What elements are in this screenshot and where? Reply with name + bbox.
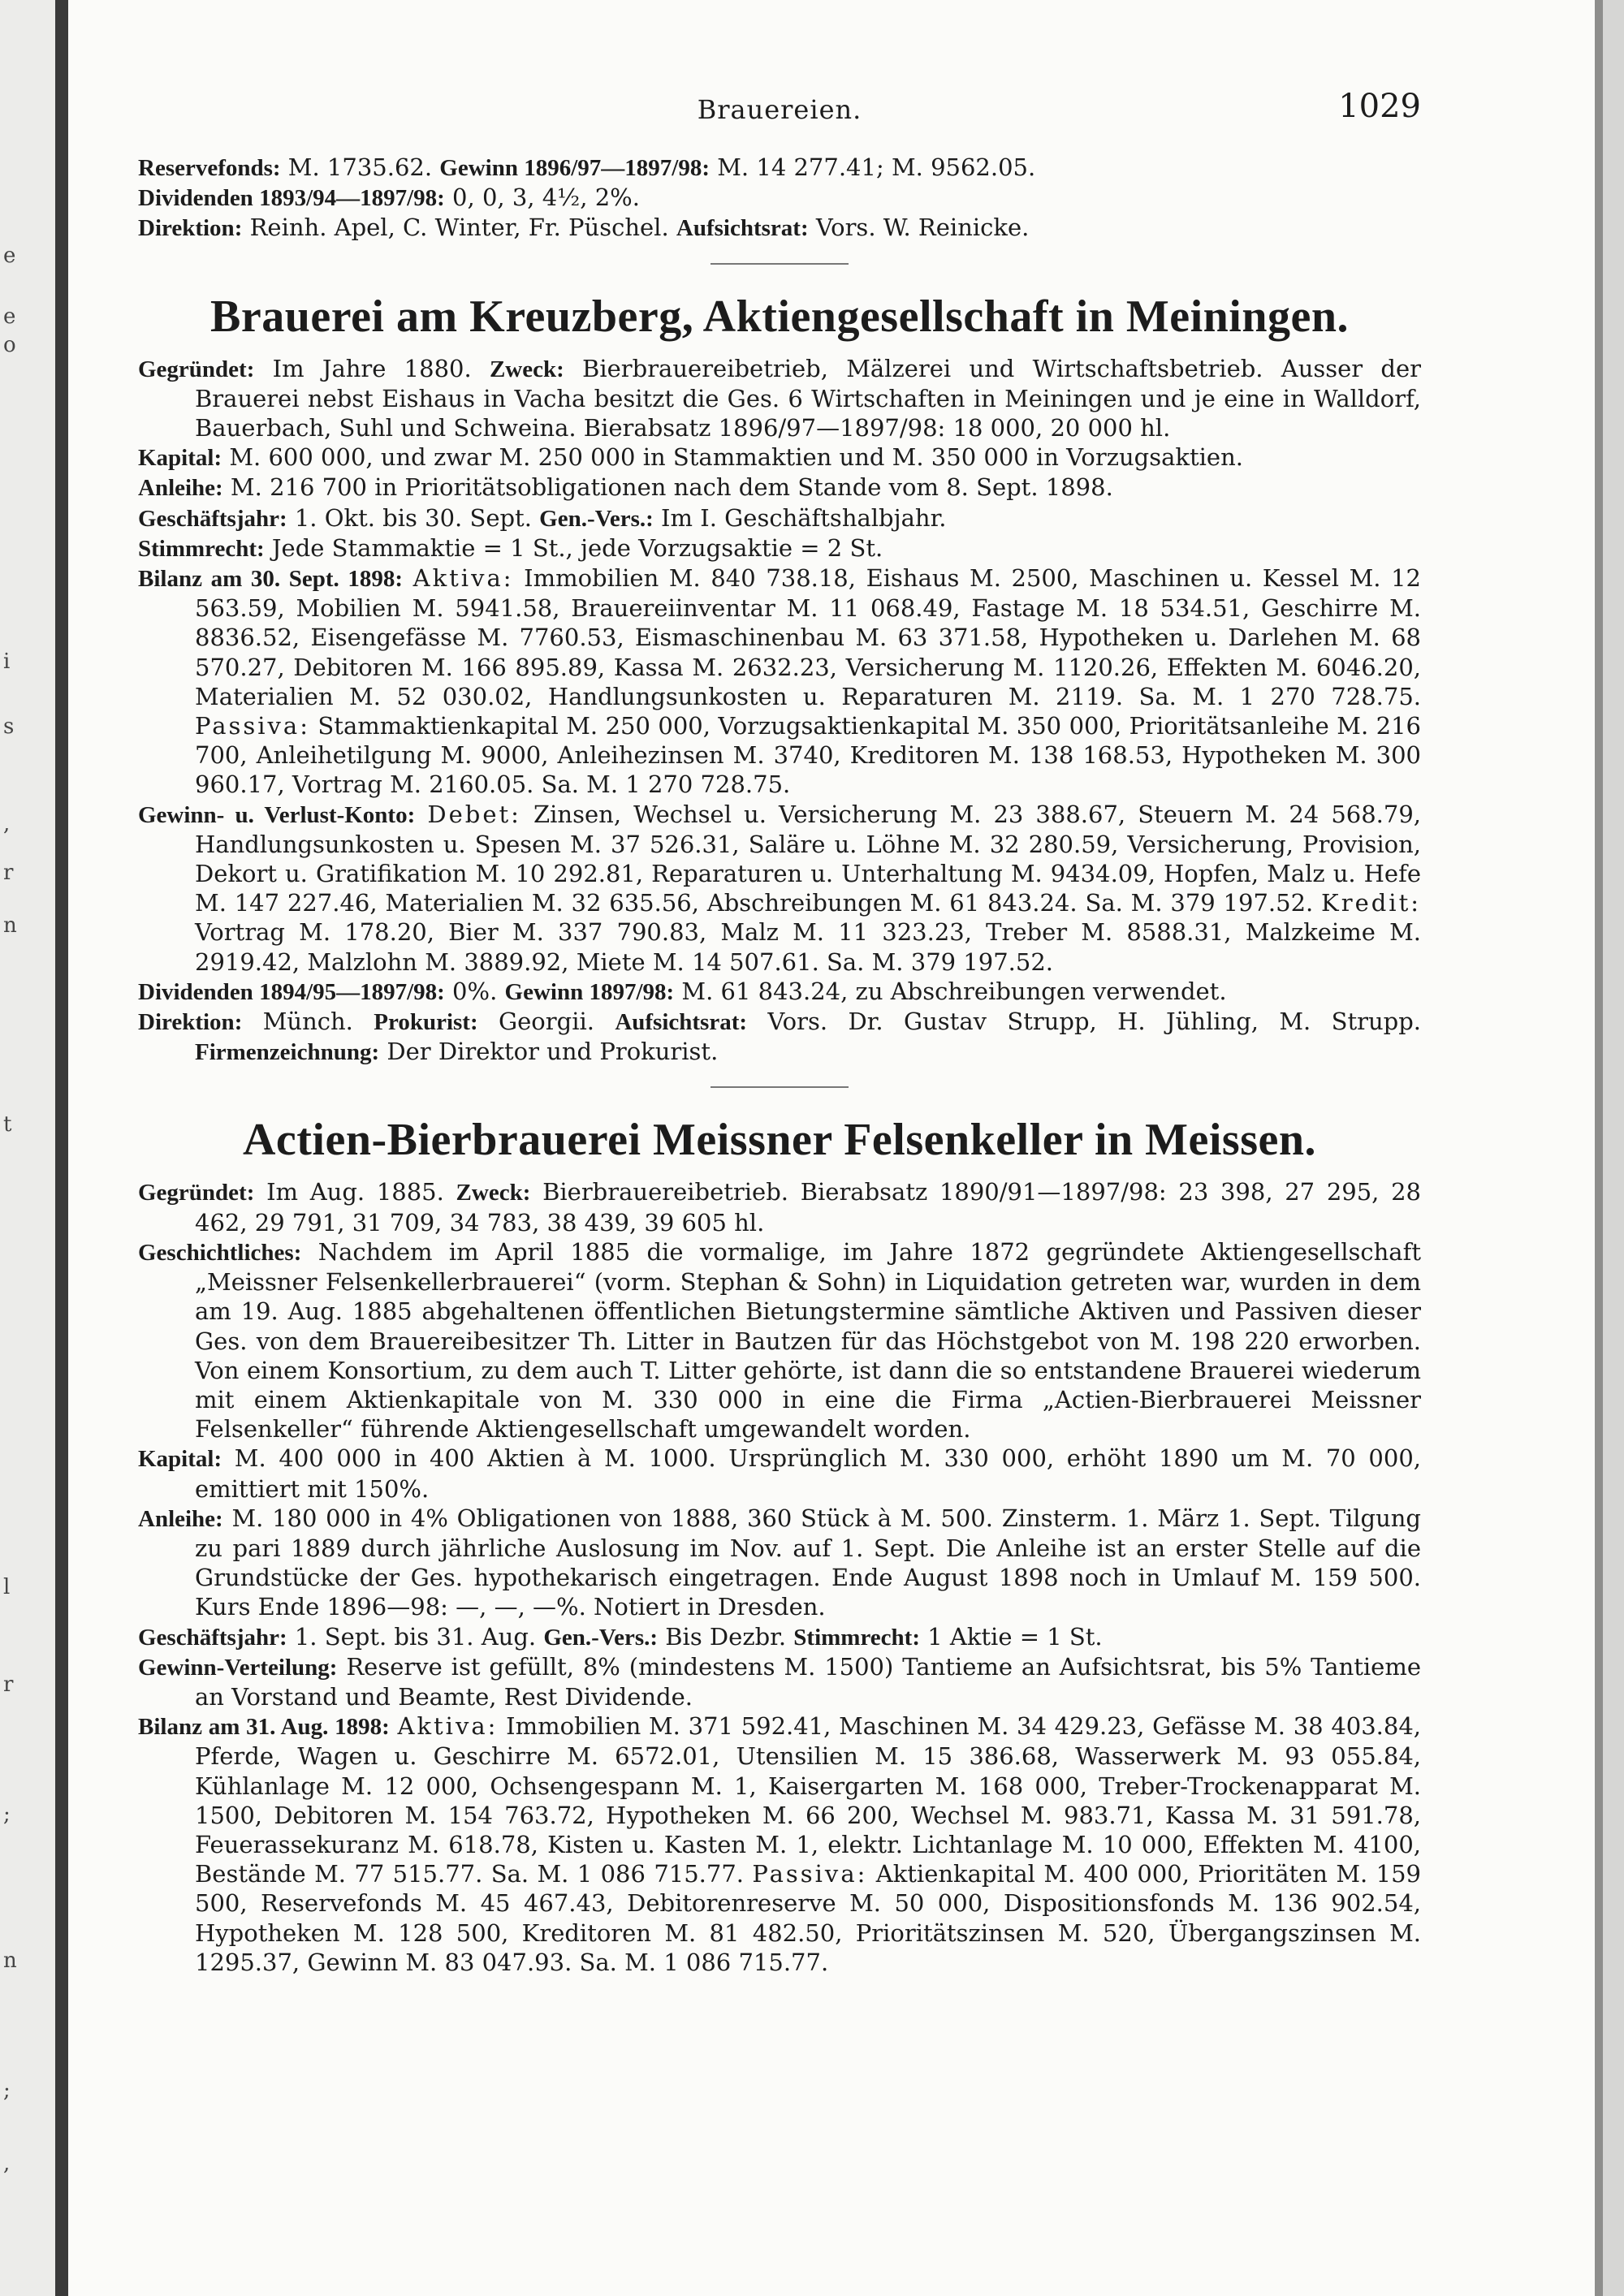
felsenkeller-history: Geschichtliches: Nachdem im April 1885 die vormalige, im Jahre 1872 gegründete Aktiengesellschaft „Meissner Felsenkellerbrauerei“ (vorm. Stephan & Sohn) in Liquidation getreten war, wurden in dem am 19. Aug. 1885 abgehaltenen öffentlichen Bietungstermine sämtliche Aktiven und Passiven dieser Ges. von dem Brauereibesitzer Th. Litter in Bautzen für das Höchstgebot von M. 198 220 erworben. Von einem Konsortium, zu dem auch T. Litter gehörte, ist dann die so entstandene Brauerei wiederum mit einem Aktienkapitale von M. 330 000 in eine die Firma „Actien-Bierbrauerei Meissner Felsenkeller“ führende Aktiengesellschaft umgewandelt worden. <box>138 1237 1421 1444</box>
edge-mark: o <box>3 333 16 357</box>
edge-mark: ; <box>3 2078 11 2103</box>
prev-entry-board: Direktion: Reinh. Apel, C. Winter, Fr. Püschel. Aufsichtsrat: Vors. W. Reinicke. <box>138 214 1030 242</box>
felsenkeller-fiscal-year: Geschäftsjahr: 1. Sept. bis 31. Aug. Gen.-Vers.: Bis Dezbr. Stimmrecht: 1 Aktie = 1 St. <box>138 1622 1103 1651</box>
adjacent-page-edge-marks <box>3 0 28 2296</box>
felsenkeller-profit-distribution: Gewinn-Verteilung: Reserve ist gefüllt, 8% (mindestens M. 1500) Tantieme an Aufsichtsrat, bis 5% Tantieme an Vorstand und Beamte, Rest Dividende. <box>138 1652 1421 1711</box>
kreuzberg-capital: Kapital: M. 600 000, und zwar M. 250 000 in Stammaktien und M. 350 000 in Vorzugsaktien. <box>138 443 1243 472</box>
prev-entry-reserve: Reservefonds: M. 1735.62. Gewinn 1896/97—1897/98: M. 14 277.41; M. 9562.05. <box>138 153 1036 181</box>
felsenkeller-founded: Gegründet: Im Aug. 1885. Zweck: Bierbrauereibetrieb. Bierabsatz 1890/91—1897/98: 23 398, 27 295, 28 462, 29 791, 31 709, 34 783, 38 439, 39 605 hl. <box>138 1178 1421 1236</box>
document-page <box>138 88 1421 1977</box>
edge-mark: ; <box>3 1802 11 1827</box>
section-divider <box>710 1086 849 1088</box>
felsenkeller-loan: Anleihe: M. 180 000 in 4% Obligationen von 1888, 360 Stück à M. 500. Zinsterm. 1. März 1. Sept. Tilgung zu pari 1889 durch jährliche Auslosung im Nov. auf 1. Sept. Die Anleihe ist an erster Stelle auf die Grundstücke der Ges. hypothekarisch eingetragen. Ende August 1898 noch in Umlauf M. 159 500. Kurs Ende 1896—98: —, —, —%. Notiert in Dresden. <box>138 1504 1421 1621</box>
kreuzberg-balance-sheet: Bilanz am 30. Sept. 1898: Aktiva: Immobilien M. 840 738.18, Eishaus M. 2500, Maschinen u. Kessel M. 12 563.59, Mobilien M. 5941.58, Brauereiinventar M. 11 068.49, Fastage M. 18 534.51, Geschirre M. 8836.52, Eisengefässe M. 7760.53, Eismaschinenbau M. 63 371.58, Hypotheken u. Darlehen M. 68 570.27, Debitoren M. 166 895.89, Kassa M. 2632.23, Versicherung M. 1120.26, Effekten M. 6046.20, Materialien M. 52 030.02, Handlungsunkosten u. Reparaturen M. 2119. Sa. M. 1 270 728.75. Passiva: Stammaktienkapital M. 250 000, Vorzugsaktienkapital M. 350 000, Prioritätsanleihe M. 216 700, Anleihetilgung M. 9000, Anleihezinsen M. 3740, Kreditoren M. 138 168.53, Hypotheken M. 300 960.17, Vortrag M. 2160.05. Sa. M. 1 270 728.75. <box>138 564 1422 799</box>
kreuzberg-fiscal-year: Geschäftsjahr: 1. Okt. bis 30. Sept. Gen.-Vers.: Im I. Geschäftshalbjahr. <box>138 503 947 532</box>
edge-mark: n <box>3 913 17 938</box>
edge-mark: , <box>3 2151 11 2176</box>
edge-mark: r <box>3 1672 14 1697</box>
edge-mark: n <box>3 1949 17 1973</box>
kreuzberg-loan: Anleihe: M. 216 700 in Prioritätsobligationen nach dem Stande vom 8. Sept. 1898. <box>138 473 1113 502</box>
prev-entry-dividends: Dividenden 1893/94—1897/98: 0, 0, 3, 4½, 2%. <box>138 183 640 212</box>
edge-mark: e <box>3 244 16 268</box>
felsenkeller-capital: Kapital: M. 400 000 in 400 Aktien à M. 1000. Ursprünglich M. 330 000, erhöht 1890 um M. 70 000, emittiert mit 150%. <box>138 1444 1421 1503</box>
scan-right-margin <box>1603 0 1624 2296</box>
edge-mark: s <box>3 714 15 739</box>
company-title-felsenkeller: Actien-Bierbrauerei Meissner Felsenkeller in Meissen. <box>242 1115 1317 1166</box>
company-title-kreuzberg: Brauerei am Kreuzberg, Aktiengesellschaft in Meiningen. <box>210 291 1349 342</box>
kreuzberg-profit-loss: Gewinn- u. Verlust-Konto: Debet: Zinsen, Wechsel u. Versicherung M. 23 388.67, Steuern M. 24 568.79, Handlungsunkosten u. Spesen M. 37 526.31, Saläre u. Löhne M. 32 280.59, Versicherung, Provision, Dekort u. Gratifikation M. 10 292.81, Reparaturen u. Unterhaltung M. 9434.09, Hopfen, Malz u. Hefe M. 147 227.46, Materialien M. 32 635.56, Abschreibungen M. 61 843.24. Sa. M. 379 197.52. Kredit: Vortrag M. 178.20, Bier M. 337 790.83, Malz M. 11 323.23, Treber M. 8588.31, Malzkeime M. 2919.42, Malzlohn M. 3889.92, Miete M. 14 507.61. Sa. M. 379 197.52. <box>138 800 1422 976</box>
kreuzberg-management: Direktion: Münch. Prokurist: Georgii. Aufsichtsrat: Vors. Dr. Gustav Strupp, H. Jühling, M. Strupp. Firmenzeichnung: Der Direktor und Prokurist. <box>138 1008 1422 1066</box>
edge-mark: l <box>3 1575 11 1599</box>
section-divider <box>710 263 849 265</box>
page-right-border <box>1595 0 1603 2296</box>
kreuzberg-voting: Stimmrecht: Jede Stammaktie = 1 St., jede Vorzugsaktie = 2 St. <box>138 533 883 562</box>
edge-mark: t <box>3 1112 12 1137</box>
binding-shadow <box>55 0 68 2296</box>
page-number: 1029 <box>1338 88 1421 125</box>
edge-mark: i <box>3 650 11 674</box>
edge-mark: , <box>3 812 11 836</box>
felsenkeller-balance-sheet: Bilanz am 31. Aug. 1898: Aktiva: Immobilien M. 371 592.41, Maschinen M. 34 429.23, Gefässe M. 38 403.84, Pferde, Wagen u. Geschirre M. 6572.01, Utensilien M. 15 386.68, Wasserwerk M. 93 055.84, Kühlanlage M. 12 000, Ochsengespann M. 1, Kaisergarten M. 168 000, Treber-Trockenapparat M. 1500, Debitoren M. 154 763.72, Hypotheken M. 66 200, Wechsel M. 983.71, Kassa M. 31 591.78, Feuerassekuranz M. 618.78, Kisten u. Kasten M. 1, elektr. Lichtanlage M. 10 000, Effekten M. 4100, Bestände M. 77 515.77. Sa. M. 1 086 715.77. Passiva: Aktienkapital M. 400 000, Prioritäten M. 159 500, Reservefonds M. 45 467.43, Debitorenreserve M. 50 000, Dispositionsfonds M. 136 902.54, Hypotheken M. 128 500, Kreditoren M. 81 482.50, Prioritätszinsen M. 520, Übergangszinsen M. 1295.37, Gewinn M. 83 047.93. Sa. M. 1 086 715.77. <box>138 1712 1422 1976</box>
running-title: Brauereien. <box>697 94 862 125</box>
kreuzberg-dividends: Dividenden 1894/95—1897/98: 0%. Gewinn 1897/98: M. 61 843.24, zu Abschreibungen verwendet. <box>138 977 1227 1005</box>
running-header <box>138 88 1421 136</box>
edge-mark: r <box>3 861 14 885</box>
edge-mark: e <box>3 304 16 329</box>
kreuzberg-founded: Gegründet: Im Jahre 1880. Zweck: Bierbrauereibetrieb, Mälzerei und Wirtschaftsbetrieb. Ausser der Brauerei nebst Eishaus in Vacha besitzt die Ges. 6 Wirtschaften in Meiningen und je eine in Walldorf, Bauerbach, Suhl und Schweina. Bierabsatz 1896/97—1897/98: 18 000, 20 000 hl. <box>138 354 1421 442</box>
